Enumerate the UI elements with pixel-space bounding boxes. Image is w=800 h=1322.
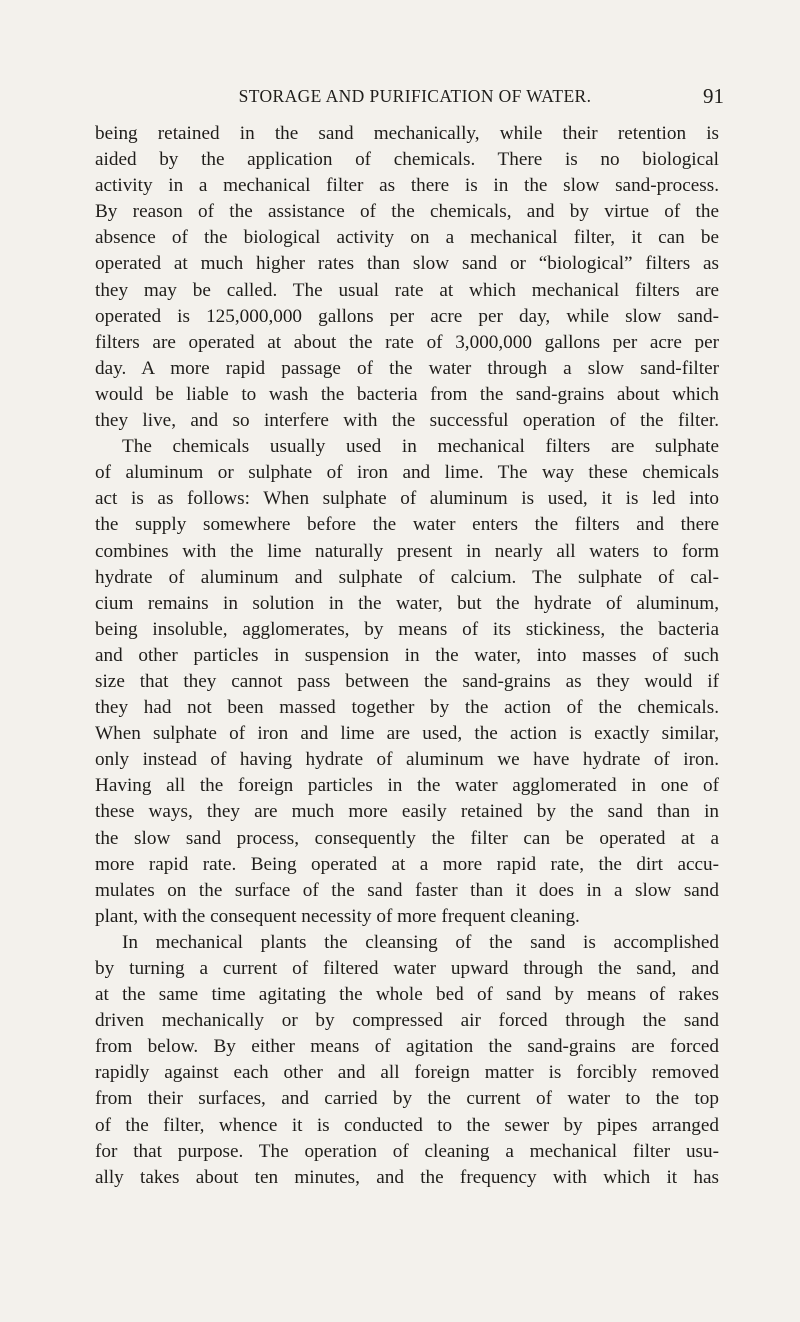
text-line: The chemicals usually used in mechanical filters are sulphate xyxy=(122,436,719,458)
running-head: STORAGE AND PURIFICATION OF WATER. xyxy=(238,86,592,106)
text-line: plant, with the consequent necessity of more frequent cleaning. xyxy=(95,905,580,927)
text-line: aided by the application of chemicals. There is no biological xyxy=(95,149,719,171)
text-line: operated is 125,000,000 gallons per acre per day, while slow sand- xyxy=(95,305,719,327)
text-line: they may be called. The usual rate at which mechanical filters are xyxy=(95,279,719,301)
text-line: rapidly against each other and all foreign matter is forcibly removed xyxy=(95,1062,719,1084)
text-line: and other particles in suspension in the water, into masses of such xyxy=(95,644,719,666)
text-line: the supply somewhere before the water enters the filters and there xyxy=(95,514,719,536)
text-line: of the filter, whence it is conducted to the sewer by pipes arranged xyxy=(95,1114,719,1136)
text-line: activity in a mechanical filter as there is in the slow sand-process. xyxy=(95,175,719,197)
text-line: In mechanical plants the cleansing of the sand is accomplished xyxy=(122,931,719,953)
text-line: mulates on the surface of the sand faster than it does in a slow sand xyxy=(95,879,719,901)
text-line: for that purpose. The operation of cleaning a mechanical filter usu- xyxy=(95,1140,719,1162)
text-line: being insoluble, agglomerates, by means of its stickiness, the bacteria xyxy=(95,618,719,640)
page-number: 91 xyxy=(703,84,724,108)
text-line: from their surfaces, and carried by the current of water to the top xyxy=(95,1088,719,1110)
text-line: these ways, they are much more easily retained by the sand than in xyxy=(95,801,719,823)
text-line: By reason of the assistance of the chemicals, and by virtue of the xyxy=(95,201,719,223)
text-line: from below. By either means of agitation the sand-grains are forced xyxy=(95,1036,719,1058)
text-line: When sulphate of iron and lime are used, the action is exactly similar, xyxy=(95,723,719,745)
text-line: at the same time agitating the whole bed of sand by means of rakes xyxy=(95,984,719,1006)
text-line: driven mechanically or by compressed air forced through the sand xyxy=(95,1010,719,1032)
text-line: being retained in the sand mechanically, while their retention is xyxy=(95,123,719,144)
text-line: by turning a current of filtered water upward through the sand, and xyxy=(95,958,719,979)
text-line: of aluminum or sulphate of iron and lime. The way these chemicals xyxy=(95,462,719,484)
text-line: cium remains in solution in the water, but the hydrate of aluminum, xyxy=(95,592,719,614)
text-line: they had not been massed together by the action of the chemicals. xyxy=(95,697,719,719)
text-line: Having all the foreign particles in the water agglomerated in one of xyxy=(95,775,719,797)
text-line: day. A more rapid passage of the water through a slow sand-filter xyxy=(95,357,719,379)
text-line: act is as follows: When sulphate of aluminum is used, it is led into xyxy=(95,488,719,510)
text-line: combines with the lime naturally present in nearly all waters to form xyxy=(95,540,719,562)
text-line: absence of the biological activity on a mechanical filter, it can be xyxy=(95,227,719,249)
text-line: would be liable to wash the bacteria from the sand-grains about which xyxy=(95,383,719,405)
text-line: hydrate of aluminum and sulphate of calcium. The sulphate of cal- xyxy=(95,566,719,588)
text-line: the slow sand process, consequently the filter can be operated at a xyxy=(95,827,719,849)
text-line: operated at much higher rates than slow sand or “biological” filters as xyxy=(95,253,719,275)
text-line: filters are operated at about the rate of 3,000,000 gallons per acre per xyxy=(95,331,719,353)
body-text xyxy=(95,121,719,1191)
text-line: ally takes about ten minutes, and the frequency with which it has xyxy=(95,1166,719,1188)
text-line: only instead of having hydrate of aluminum we have hydrate of iron. xyxy=(95,749,719,771)
text-line: they live, and so interfere with the successful operation of the filter. xyxy=(95,410,719,432)
text-line: more rapid rate. Being operated at a more rapid rate, the dirt accu- xyxy=(95,853,719,875)
text-line: size that they cannot pass between the sand-grains as they would if xyxy=(95,670,719,692)
